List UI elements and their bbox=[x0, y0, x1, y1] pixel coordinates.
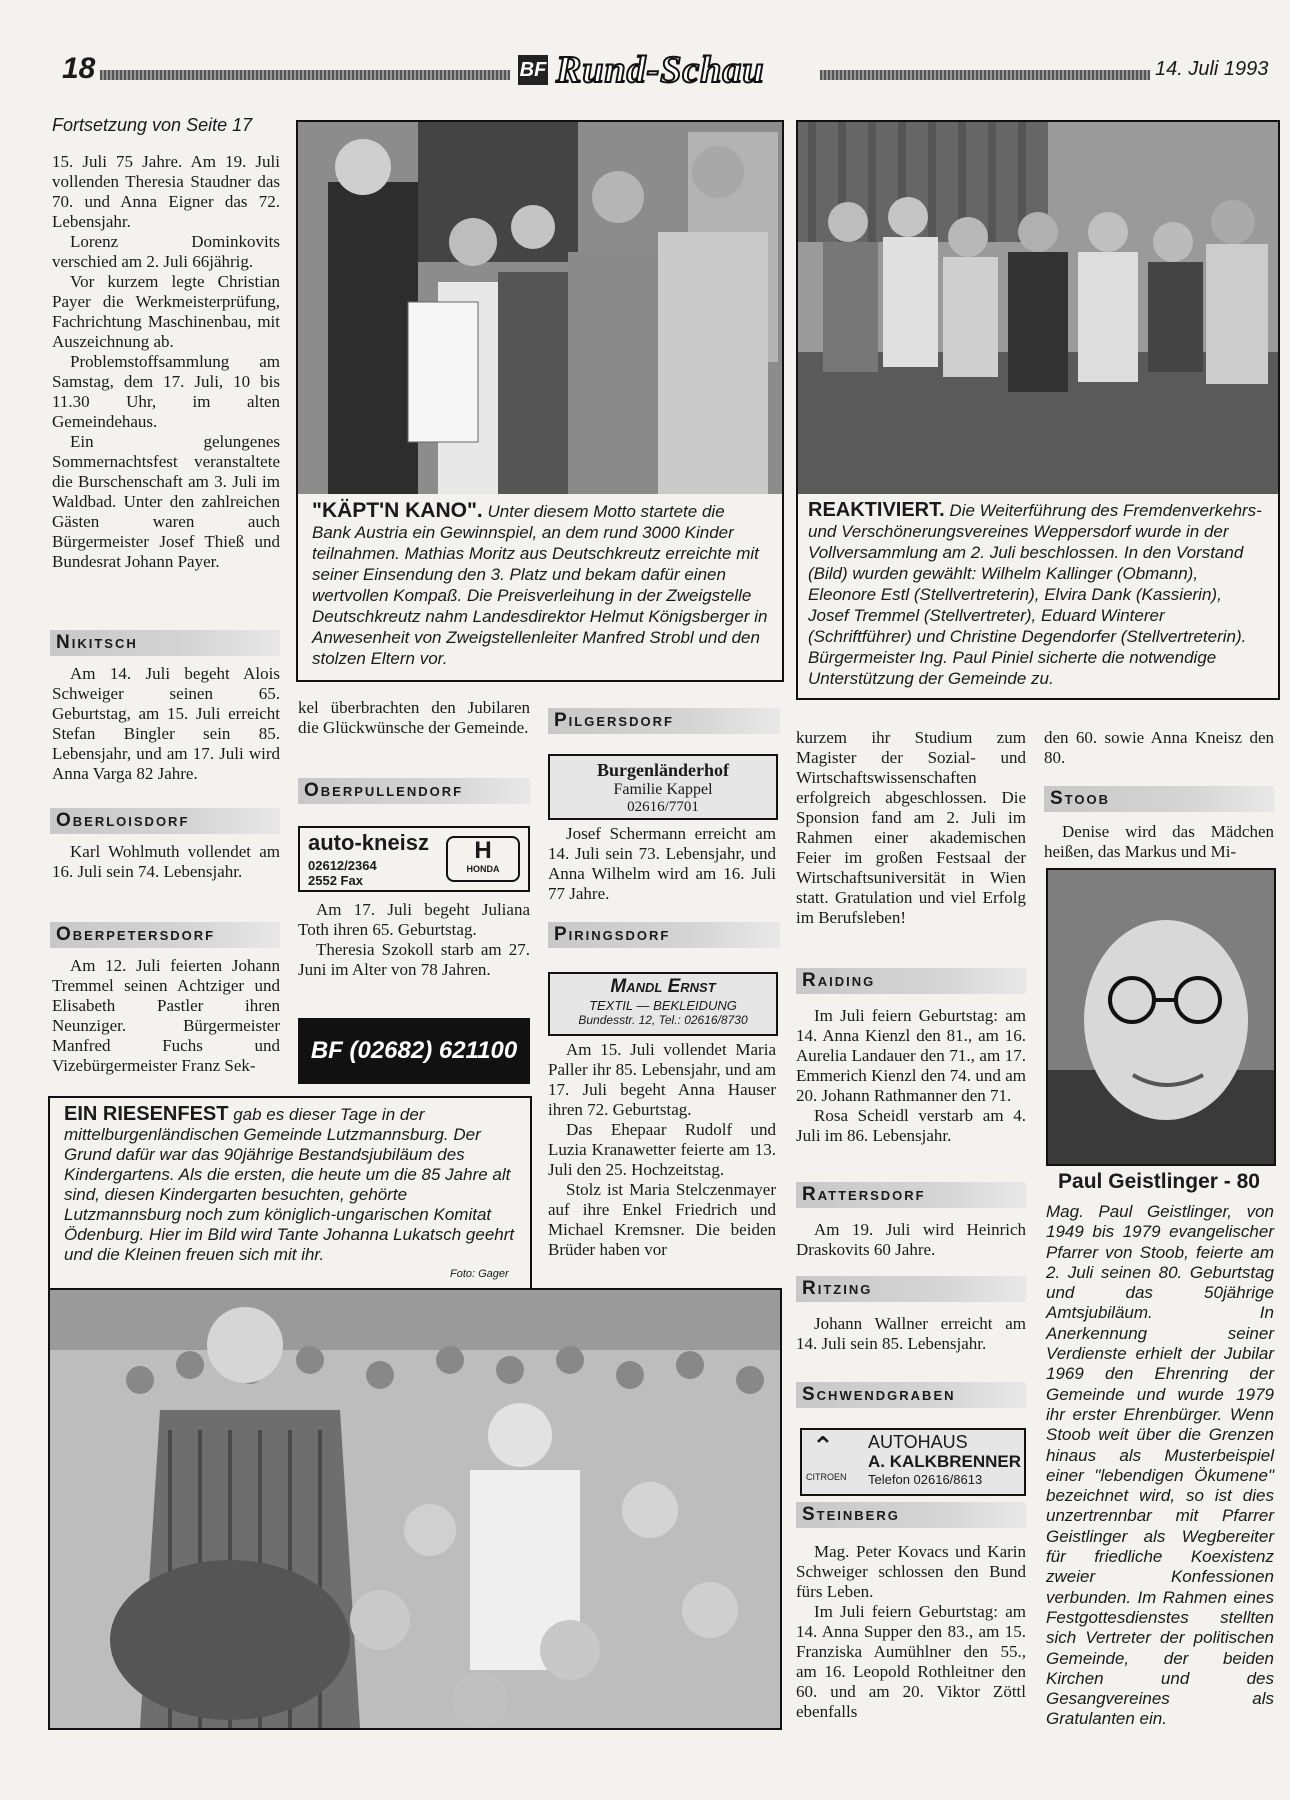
paragraph: Problemstoffsammlung am Samstag, dem 17. Juli, 10 bis 11.30 Uhr, im alten Gemeindehaus. bbox=[52, 352, 280, 431]
ad-l2: A. KALKBRENNER bbox=[868, 1452, 1021, 1471]
ritzing-text bbox=[796, 1314, 1026, 1354]
paragraph: den 60. sowie Anna Kneisz den 80. bbox=[1044, 728, 1274, 767]
paragraph: Karl Wohlmuth vollendet am 16. Juli sein 74. Lebensjahr. bbox=[52, 842, 280, 881]
issue-date: 14. Juli 1993 bbox=[1155, 58, 1269, 80]
ad-name: auto-kneisz bbox=[308, 830, 430, 855]
ad-phone: 02612/2364 bbox=[308, 858, 377, 873]
paragraph: kel überbrachten den Jubilaren die Glückwünsche der Gemeinde. bbox=[298, 698, 530, 737]
col1-text bbox=[52, 152, 280, 572]
ad-name: Burgenländerhof bbox=[596, 760, 729, 780]
piringsdorf-text bbox=[548, 1040, 776, 1260]
heading-rattersdorf: Rattersdorf bbox=[796, 1182, 1026, 1208]
rattersdorf-text bbox=[796, 1220, 1026, 1260]
paragraph: Josef Schermann erreicht am 14. Juli sein 73. Lebensjahr, und Anna Wilhelm wird am 16. Juli 77 Jahre. bbox=[548, 824, 776, 903]
honda-logo bbox=[446, 836, 520, 882]
photo1-caption bbox=[312, 500, 768, 669]
portrait-title: Paul Geistlinger - 80 bbox=[1058, 1170, 1260, 1193]
caption-lead: EIN RIESENFEST bbox=[64, 1103, 229, 1125]
caption-text: gab es dieser Tage in der mittelburgenländischen Gemeinde Lutzmannsburg. Der Grund dafür war das 90jährige Bestandsjubiläum des Kindergartens. Als die ersten, die heute um die 85 Jahre alt sind, diesen Kindergarten besuchten, gehörte Lutzmannsburg noch zum königlich-ungarischen Komitat Ödenburg. Hier im Bild wird Tante Johanna Lukatsch geehrt und die Kleinen freuen sich mit ihr. bbox=[64, 1105, 515, 1264]
paragraph: kurzem ihr Studium zum Magister der Sozial- und Wirtschaftswissenschaften erfolgreich abgeschlossen. Die Sponsion fand am 2. Juli im Rahmen einer akademischen Feier im großen Festsaal der Wirtschaftsuniversität in Wien statt. Gratulation und viel Erfolg im Berufsleben! bbox=[796, 728, 1026, 927]
paragraph: Rosa Scheidl verstarb am 4. Juli im 86. Lebensjahr. bbox=[796, 1106, 1026, 1145]
ad-l1: AUTOHAUS bbox=[868, 1432, 968, 1452]
nikitsch-text bbox=[52, 664, 280, 784]
portrait-geistlinger bbox=[1046, 868, 1276, 1166]
heading-steinberg: Steinberg bbox=[796, 1502, 1026, 1528]
photo3-caption bbox=[64, 1104, 518, 1265]
heading-stoob: Stoob bbox=[1044, 786, 1274, 812]
pilgersdorf-text bbox=[548, 824, 776, 904]
honda-brand: HONDA bbox=[466, 864, 500, 874]
paragraph: Im Juli feiern Geburtstag: am 14. Anna Supper den 83., am 15. Franziska Aumühlner den 55., am 16. Leopold Rothleitner den 60. und am 20. Viktor Zöttl ebenfalls bbox=[796, 1602, 1026, 1721]
portrait-text: Mag. Paul Geistlinger, von 1949 bis 1979 evangelischer Pfarrer von Stoob, feierte am 2. Juli seinen 80. Geburtstag und das 50jährige Amtsjubiläum. In Anerkennung seiner Verdienste erhielt der Jubilar 1969 den Ehrenring der Gemeinde und wurde 1979 ihr erster Ehrenbürger. Wenn Stoob weit über die Grenzen hinaus als Musterbeispiel einer "lebendigen Ökumene" bezeichnet wird, so ist dies unzertrennbar mit Pfarrer Geistlinger als Wegbereiter für friedliche Koexistenz zweier Konfessionen verbunden. Im Rahmen eines Festgottesdienstes stellten sich Vertreter der politischen Gemeinde, der beiden Kirchen und des Gesangvereines als Gratulanten ein. bbox=[1046, 1202, 1274, 1729]
paragraph: 15. Juli 75 Jahre. Am 19. Juli vollenden Theresia Staudner das 70. und Anna Eigner das 72. Lebensjahr. bbox=[52, 152, 280, 231]
heading-oberloisdorf: Oberloisdorf bbox=[50, 808, 280, 834]
stoob-text bbox=[1044, 822, 1274, 862]
ad-l3: Telefon 02616/8613 bbox=[868, 1472, 983, 1487]
paragraph: Lorenz Dominkovits verschied am 2. Juli 66jährig. bbox=[52, 232, 280, 271]
col5-cont bbox=[1044, 728, 1274, 768]
paragraph: Am 19. Juli wird Heinrich Draskovits 60 Jahre. bbox=[796, 1220, 1026, 1259]
paragraph: Am 17. Juli begeht Juliana Toth ihren 65. Geburtstag. bbox=[298, 900, 530, 939]
masthead-title: Rund-Schau bbox=[556, 49, 765, 91]
ad-bf-text: BF (02682) 621100 bbox=[310, 1037, 518, 1064]
paragraph: Ein gelungenes Sommernachtsfest veranstaltete die Burschenschaft am 3. Juli im Waldbad. Unter den zahlreichen Gästen waren auch Bürgermeister Josef Thieß und Bundesrat Johann Payer. bbox=[52, 432, 280, 571]
ad-address: Bundesstr. 12, Tel.: 02616/8730 bbox=[578, 1013, 748, 1027]
oberloisdorf-text bbox=[52, 842, 280, 882]
photo-reaktiviert bbox=[796, 120, 1280, 496]
photo2-caption bbox=[808, 500, 1266, 689]
photo-riesenfest bbox=[48, 1288, 782, 1730]
paragraph: Mag. Peter Kovacs und Karin Schweiger schlossen den Bund fürs Leben. bbox=[796, 1542, 1026, 1601]
ad-fax: 2552 Fax bbox=[308, 873, 363, 888]
masthead-rule-right bbox=[820, 70, 1150, 80]
paragraph: Am 14. Juli begeht Alois Schweiger seinen 65. Geburtstag, am 15. Juli erreicht Stefan Bingler sein 85. Lebensjahr, und am 17. Juli wird Anna Varga 82 Jahre. bbox=[52, 664, 280, 783]
heading-raiding: Raiding bbox=[796, 968, 1026, 994]
ad-sub: Familie Kappel bbox=[613, 781, 713, 798]
heading-pilgersdorf: Pilgersdorf bbox=[548, 708, 780, 734]
photo-reaktiviert-image bbox=[798, 122, 1278, 494]
masthead-rule-left bbox=[100, 70, 510, 80]
continued-from: Fortsetzung von Seite 17 bbox=[52, 115, 253, 135]
ad-sub: TEXTIL — BEKLEIDUNG bbox=[589, 998, 737, 1013]
paragraph: Am 12. Juli feierten Johann Tremmel seinen Achtziger und Elisabeth Pastler ihren Neunziger. Bürgermeister Manfred Fuchs und Vizebürgermeister Franz Sek- bbox=[52, 956, 280, 1075]
photo-kaeptn-kano-image bbox=[298, 122, 782, 494]
steinberg-text bbox=[796, 1542, 1026, 1722]
paragraph: Johann Wallner erreicht am 14. Juli sein 85. Lebensjahr. bbox=[796, 1314, 1026, 1353]
paragraph: Theresia Szokoll starb am 27. Juni im Alter von 78 Jahren. bbox=[298, 940, 530, 979]
col2-cont bbox=[298, 698, 530, 738]
raiding-text bbox=[796, 1006, 1026, 1146]
bf-logo: BF bbox=[518, 55, 548, 85]
caption-text: Unter diesem Motto startete die Bank Austria ein Gewinnspiel, an dem rund 3000 Kinder teilnahmen. Mathias Moritz aus Deutschkreutz erreichte mit seiner Einsendung den 3. Platz und bekam dafür einen wertvollen Kompaß. Die Preisverleihung in der Zweigstelle Deutschkreutz nahm Landesdirektor Helmut Königsberger in Anwesenheit von Zweigstellenleiter Manfred Strobl und den stolzen Eltern vor. bbox=[312, 502, 768, 668]
heading-ritzing: Ritzing bbox=[796, 1276, 1026, 1302]
caption-lead: "KÄPT'N KANO". bbox=[312, 499, 483, 522]
caption-lead: REAKTIVIERT. bbox=[808, 499, 945, 521]
paragraph: Im Juli feiern Geburtstag: am 14. Anna Kienzl den 81., am 16. Aurelia Landauer den 71., am 17. Emmerich Kienzl den 74. und am 20. Johann Rathmanner den 71. bbox=[796, 1006, 1026, 1105]
ad-auto-kneisz bbox=[298, 826, 530, 892]
heading-schwendgraben: Schwendgraben bbox=[796, 1382, 1026, 1408]
ad-burgenlaenderhof bbox=[548, 754, 778, 820]
ad-bf-phone bbox=[298, 1018, 530, 1084]
caption-text: Die Weiterführung des Fremdenverkehrs- und Verschönerungsvereines Weppersdorf wurde in der Vollversammlung am 2. Juli beschlossen. In den Vorstand (Bild) wurden gewählt: Wilhelm Kallinger (Obmann), Eleonore Estl (Stellvertreterin), Elvira Dank (Kassierin), Josef Tremmel (Stellvertreter), Eduard Winterer (Schriftführer) und Christine Degendorfer (Stellvertreterin). Bürgermeister Ing. Paul Piniel sicherte die notwendige Unterstützung der Gemeinde zu. bbox=[808, 501, 1262, 688]
ad-brand: CITROEN bbox=[806, 1472, 847, 1482]
heading-oberpetersdorf: Oberpetersdorf bbox=[50, 922, 280, 948]
photo-riesenfest-image bbox=[50, 1290, 780, 1728]
page-number: 18 bbox=[62, 52, 96, 85]
heading-nikitsch: Nikitsch bbox=[50, 630, 280, 656]
honda-h-icon: H bbox=[474, 837, 492, 864]
paragraph: Stolz ist Maria Stelczenmayer auf ihre Enkel Friedrich und Michael Kremsner. Die beiden Brüder haben vor bbox=[548, 1180, 776, 1259]
paragraph: Das Ehepaar Rudolf und Luzia Kranawetter feierte am 13. Juli den 25. Hochzeitstag. bbox=[548, 1120, 776, 1179]
ad-mandl-ernst bbox=[548, 972, 778, 1036]
ad-autohaus-kalkbrenner bbox=[800, 1428, 1026, 1496]
paragraph: Vor kurzem legte Christian Payer die Werkmeisterprüfung, Fachrichtung Maschinenbau, mit Auszeichnung ab. bbox=[52, 272, 280, 351]
heading-oberpullendorf: Oberpullendorf bbox=[298, 778, 530, 804]
portrait-geistlinger-image bbox=[1048, 870, 1274, 1164]
paragraph: Denise wird das Mädchen heißen, das Markus und Mi- bbox=[1044, 822, 1274, 861]
photo-credit: Foto: Gager bbox=[450, 1268, 509, 1280]
oberpetersdorf-text bbox=[52, 956, 280, 1076]
col4-cont bbox=[796, 728, 1026, 928]
citroen-chevron-icon: ⌃ bbox=[812, 1432, 834, 1462]
oberpullendorf-text bbox=[298, 900, 530, 980]
ad-phone: 02616/7701 bbox=[627, 799, 699, 815]
paragraph: Am 15. Juli vollendet Maria Paller ihr 85. Lebensjahr, und am 17. Juli begeht Anna Hauser ihren 72. Geburtstag. bbox=[548, 1040, 776, 1119]
heading-piringsdorf: Piringsdorf bbox=[548, 922, 780, 948]
ad-name: Mandl Ernst bbox=[610, 976, 716, 997]
photo-kaeptn-kano bbox=[296, 120, 784, 496]
